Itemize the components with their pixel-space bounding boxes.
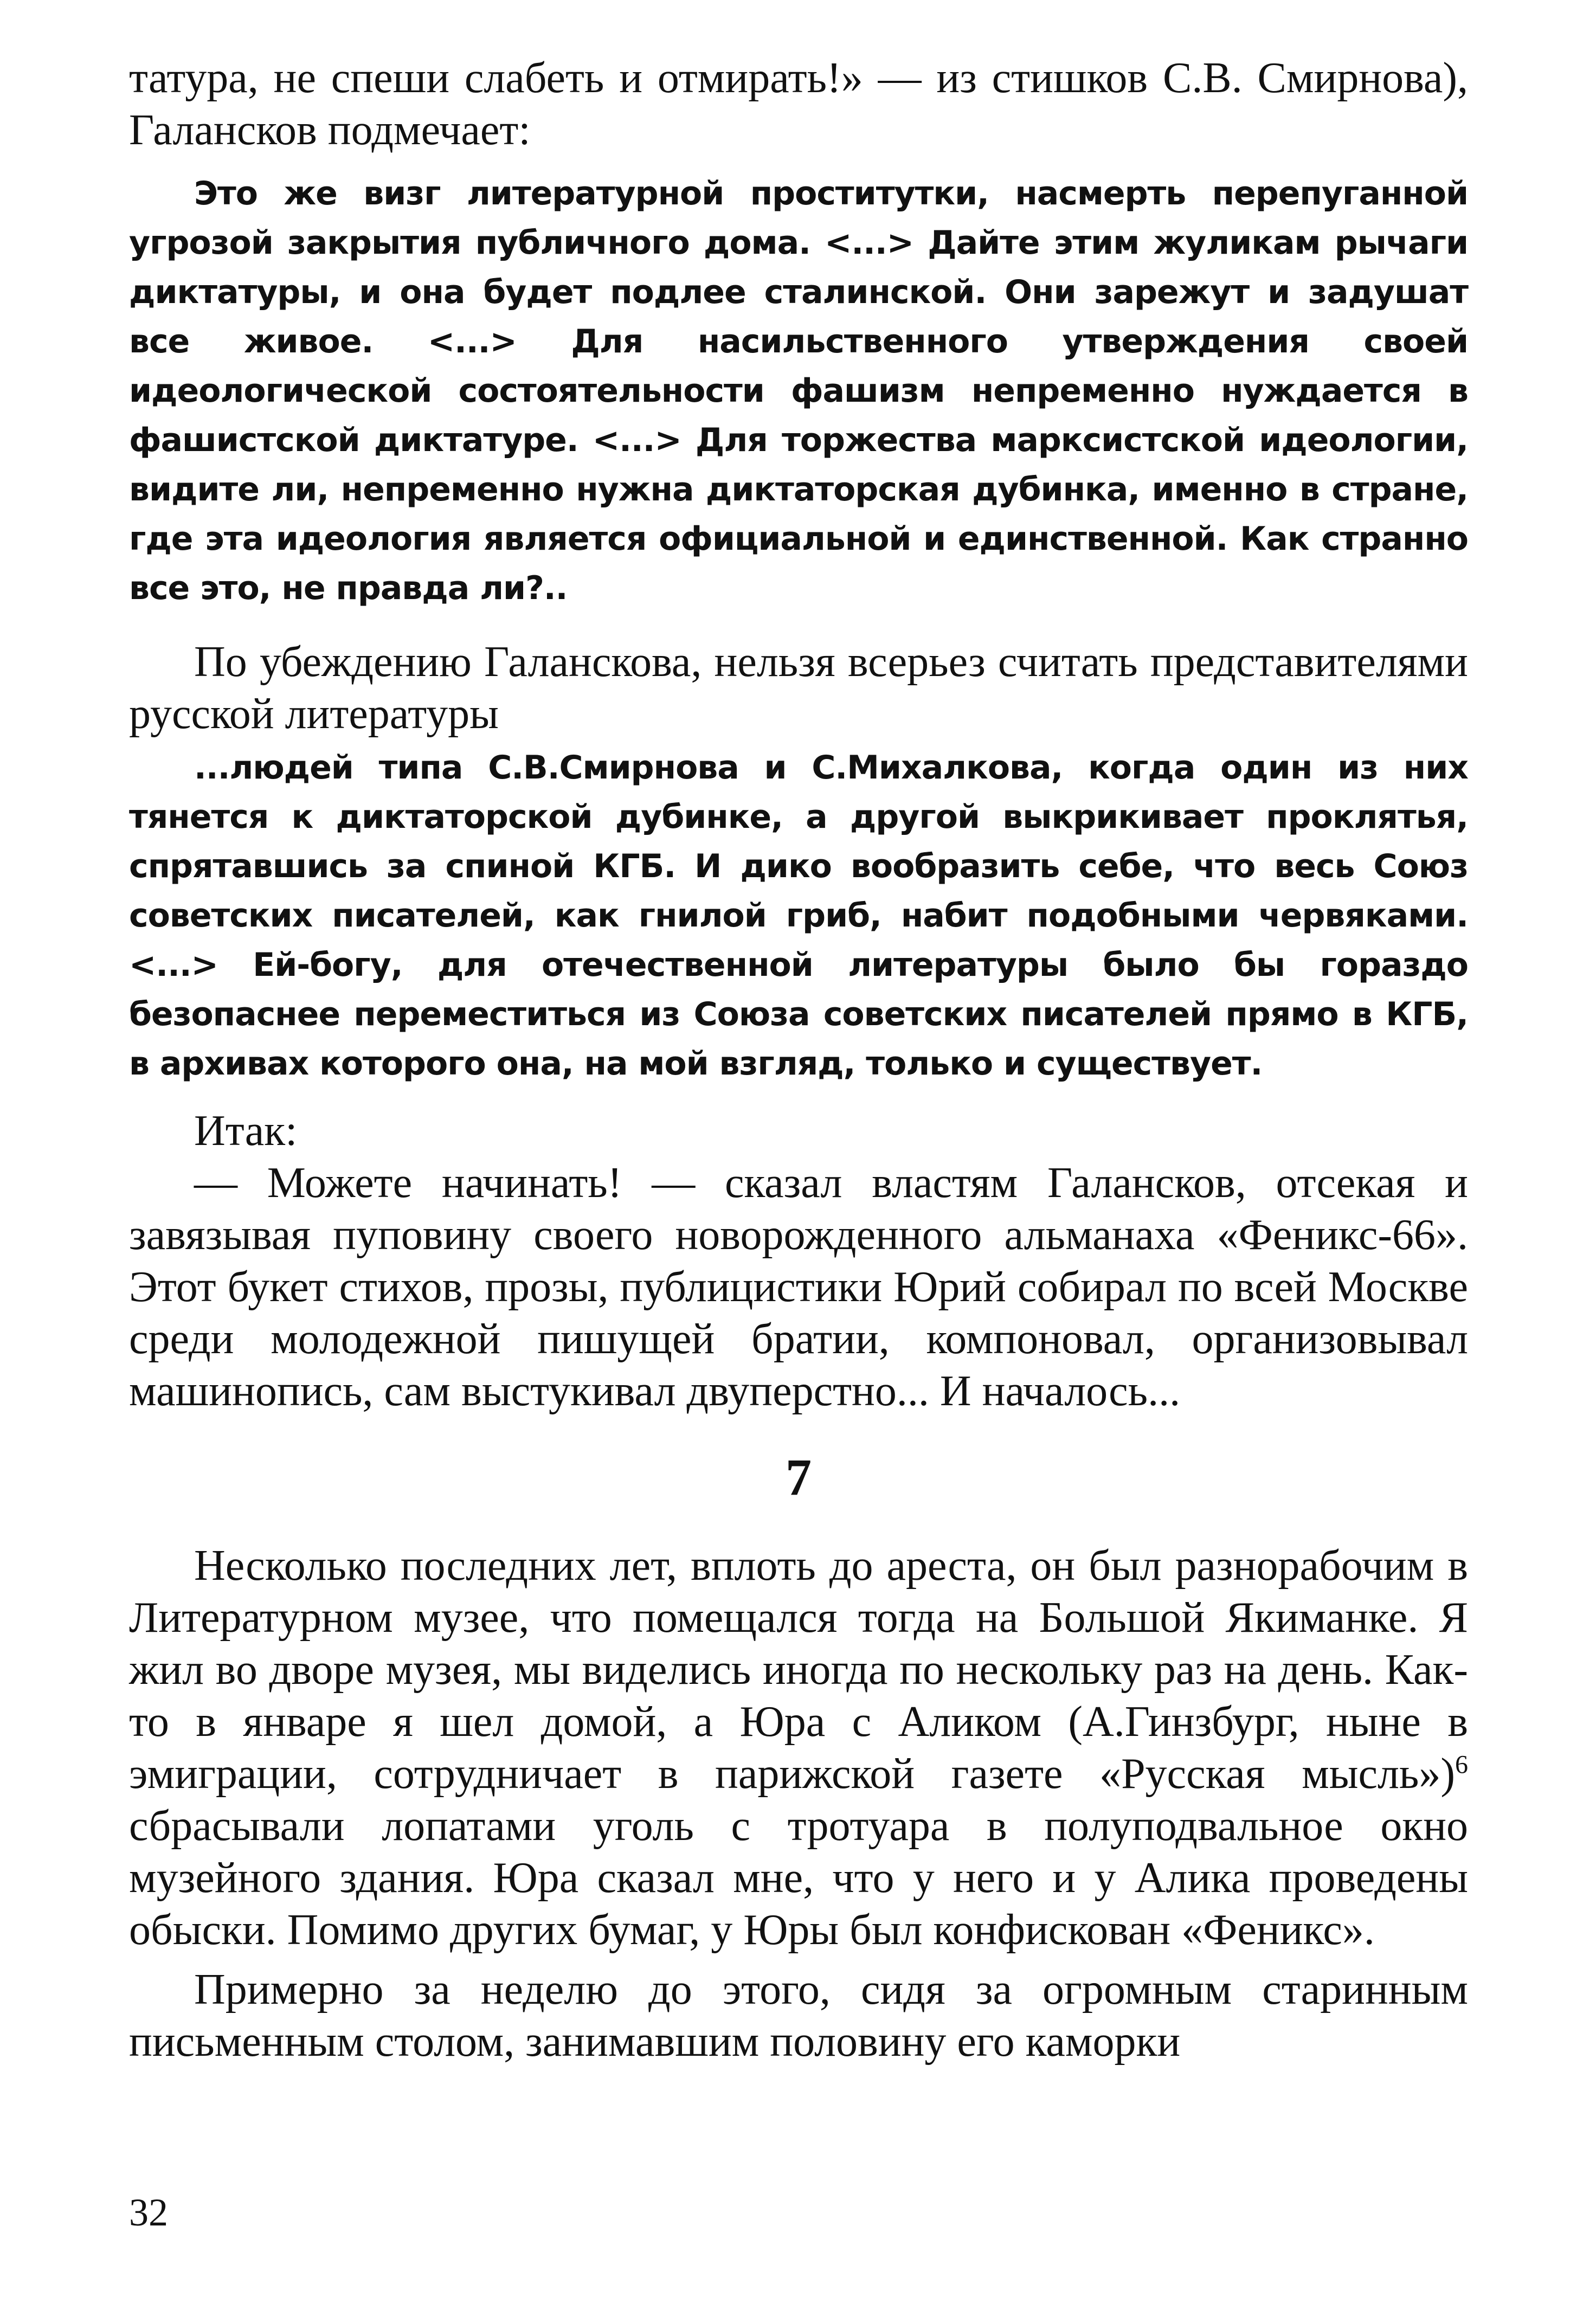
footnote-reference: 6 [1455, 1750, 1468, 1779]
page-number: 32 [129, 2191, 168, 2234]
paragraph-2: По убеждению Галанскова, нельзя всерьез считать представителями русской литературы [129, 638, 1468, 738]
chapter-number: 7 [786, 1448, 812, 1506]
quote-block-2: ...людей типа С.В.Смирнова и С.Михалкова, когда один из них тянется к диктаторской дубинке, а другой выкрикивает проклятья, спрятавшись за спиной КГБ. И дико вообразить себе, что весь Союз советских писателей, как гнилой гриб, набит подобными червяками. <...> Ей-богу, для отечественной литературы было бы гораздо безопаснее переместиться из Союза советских писателей прямо в КГБ, в архивах которого она, на мой взгляд, только и существует. [129, 749, 1468, 1083]
paragraph-museum-text-end: сбрасывали лопатами уголь с тротуара в полуподвальное окно музейного здания. Юра сказал мне, что у него и у Алика проведены обыски. Помимо других бумаг, у Юры был конфискован «Феникс». [129, 1802, 1468, 1954]
paragraph-last: Примерно за неделю до этого, сидя за огромным старинным письменным столом, занимавшим половину его каморки [129, 1966, 1468, 2066]
paragraph-museum-text-start: Несколько последних лет, вплоть до ареста, он был разнорабочим в Литературном музее, что помещался тогда на Большой Якиманке. Я жил во дворе музея, мы виделись иногда по нескольку раз на день. Как-то в январе я шел домой, а Юра с Аликом (А.Гинзбург, ныне в эмиграции, сотрудничает в парижской газете «Русская мысль») [129, 1542, 1468, 1798]
paragraph-itak: Итак: [194, 1107, 298, 1155]
paragraph-continuation: татура, не спеши слабеть и отмирать!» — из стишков С.В. Смирнова), Галансков подмечает: [129, 54, 1468, 154]
quote-block-1: Это же визг литературной проститутки, насмерть перепуганной угрозой закрытия публичного дома. <...> Дайте этим жуликам рычаги диктатуры, и она будет подлее сталинской. Они зарежут и задушат все живое. <...> Для насильственного утверждения своей идеологической состоятельности фашизм непременно нуждается в фашистской диктатуре. <...> Для торжества марксистской идеологии, видите ли, непременно нужна диктаторская дубинка, именно в стране, где эта идеология является официальной и единственной. Как странно все это, не правда ли?.. [129, 175, 1468, 607]
paragraph-dialogue: — Можете начинать! — сказал властям Галансков, отсекая и завязывая пуповину своего новорожденного альманаха «Феникс-66». Этот букет стихов, прозы, публицистики Юрий собирал по всей Москве среди молодежной пишущей братии, компоновал, организовывал машинопись, сам выстукивал двуперстно... И началось... [129, 1159, 1468, 1415]
paragraph-museum [129, 1540, 1468, 1956]
page-body [129, 52, 1468, 2068]
